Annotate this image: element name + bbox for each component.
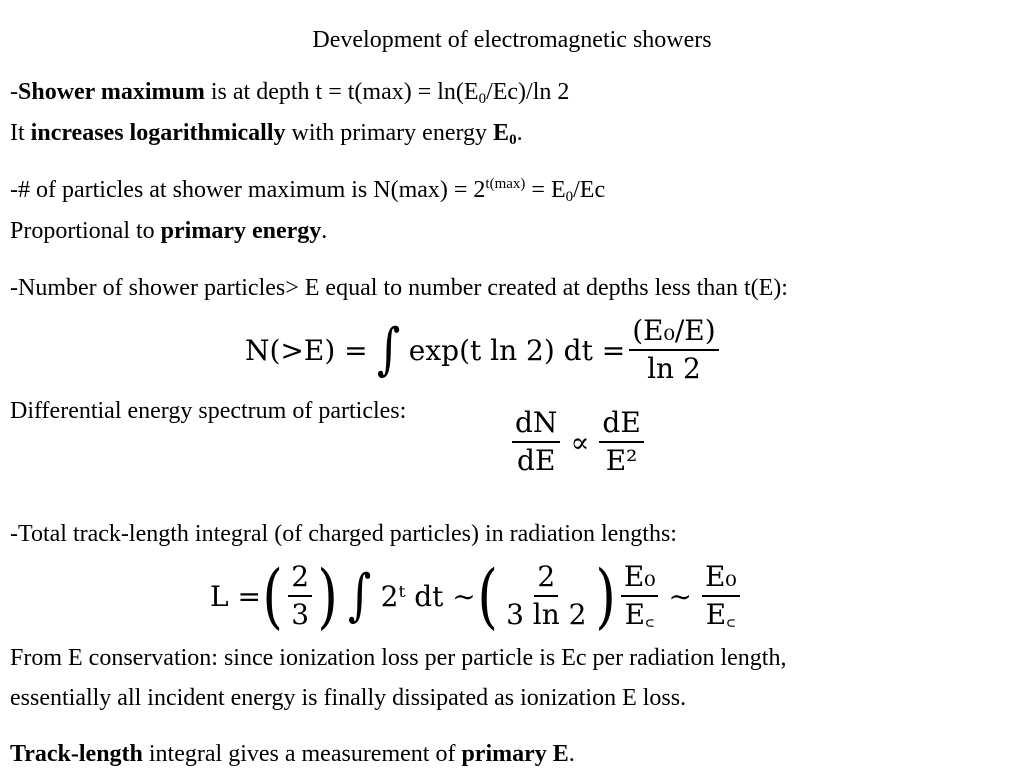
similar-symbol: ∼ (668, 579, 692, 613)
fraction-denominator: ln 2 (647, 352, 701, 385)
fraction (599, 407, 643, 477)
proportional-line (10, 217, 327, 245)
shower-max-formula-text: is at depth t = t(max) = ln(E (204, 79, 479, 105)
fraction (512, 407, 560, 477)
fraction (629, 315, 718, 385)
fraction-denominator: dE (517, 444, 556, 477)
superscript: t(max) (485, 176, 526, 192)
track-length-conclusion-line (10, 740, 575, 768)
text: . (321, 218, 328, 244)
equation-number-of-particles (245, 312, 723, 388)
primary-energy-term: primary energy (160, 218, 322, 244)
integral-symbol: ∫ (376, 317, 400, 382)
fraction-numerator: dE (599, 407, 643, 443)
fraction-numerator: E₀ (702, 561, 740, 597)
fraction-numerator: E₀ (621, 561, 659, 597)
conservation-line-2: essentially all incident energy is finally dissipated as ionization E loss. (10, 685, 687, 711)
text: with primary energy (285, 120, 494, 146)
number-shower-particles-line: -Number of shower particles> E equal to number created at depths less than t(E): (10, 275, 788, 301)
text: . (516, 120, 523, 146)
text: . (568, 741, 575, 767)
equation-lhs: N(>E) = (245, 333, 368, 367)
subscript: 0 (478, 91, 487, 107)
slide-title: Development of electromagnetic showers (312, 27, 712, 53)
text: integral gives a measurement of (142, 741, 462, 767)
text: Proportional to (10, 218, 161, 244)
integral-symbol: ∫ (348, 563, 372, 628)
dash: - (10, 79, 18, 105)
proportional-symbol: ∝ (570, 425, 590, 459)
fraction-numerator: 2 (288, 561, 312, 597)
left-paren: ( (262, 555, 283, 637)
particles-at-maximum-line (10, 176, 605, 204)
text: = E (525, 177, 566, 203)
equation-integrand: 2ᵗ dt ∼ (380, 579, 476, 613)
fraction-denominator: 3 (291, 598, 310, 631)
subscript: 0 (565, 189, 574, 205)
shower-maximum-term: Shower maximum (18, 79, 205, 105)
primary-energy-symbol: $E_0$ (493, 120, 517, 148)
fraction-numerator: dN (512, 407, 560, 443)
right-paren: ) (317, 555, 339, 637)
fraction-numerator: 2 (534, 561, 558, 597)
track-length-term: Track-length (10, 741, 143, 767)
fraction (621, 561, 659, 631)
fraction-denominator: E² (605, 444, 638, 477)
fraction-denominator: 3 ln 2 (506, 598, 587, 631)
text: It (10, 120, 31, 146)
equation-lhs: L = (210, 579, 261, 613)
fraction-numerator: (E₀/E) (629, 315, 718, 351)
equation-integrand: exp(t ln 2) dt = (408, 333, 626, 367)
right-paren: ) (594, 555, 616, 637)
increases-line (10, 119, 523, 147)
fraction (288, 561, 312, 631)
shower-max-formula-tail: /Ec)/ln 2 (486, 79, 570, 105)
fraction (702, 561, 740, 631)
equation-track-length (210, 552, 744, 640)
conservation-line-1: From E conservation: since ionization loss per particle is Ec per radiation length, (10, 645, 787, 671)
equation-differential-spectrum (508, 402, 648, 482)
increases-logarithmically-term: increases logarithmically (30, 120, 286, 146)
left-paren: ( (477, 555, 498, 637)
fraction-denominator: E꜀ (624, 598, 655, 631)
text: -# of particles at shower maximum is N(max) = 2 (10, 177, 486, 203)
total-track-length-line: -Total track-length integral (of charged particles) in radiation lengths: (10, 521, 677, 547)
primary-e-term: primary E (461, 741, 569, 767)
differential-spectrum-line: Differential energy spectrum of particles: (10, 398, 407, 424)
fraction (503, 561, 589, 631)
text: /Ec (573, 177, 606, 203)
fraction-denominator: E꜀ (705, 598, 736, 631)
shower-maximum-line (10, 78, 569, 106)
